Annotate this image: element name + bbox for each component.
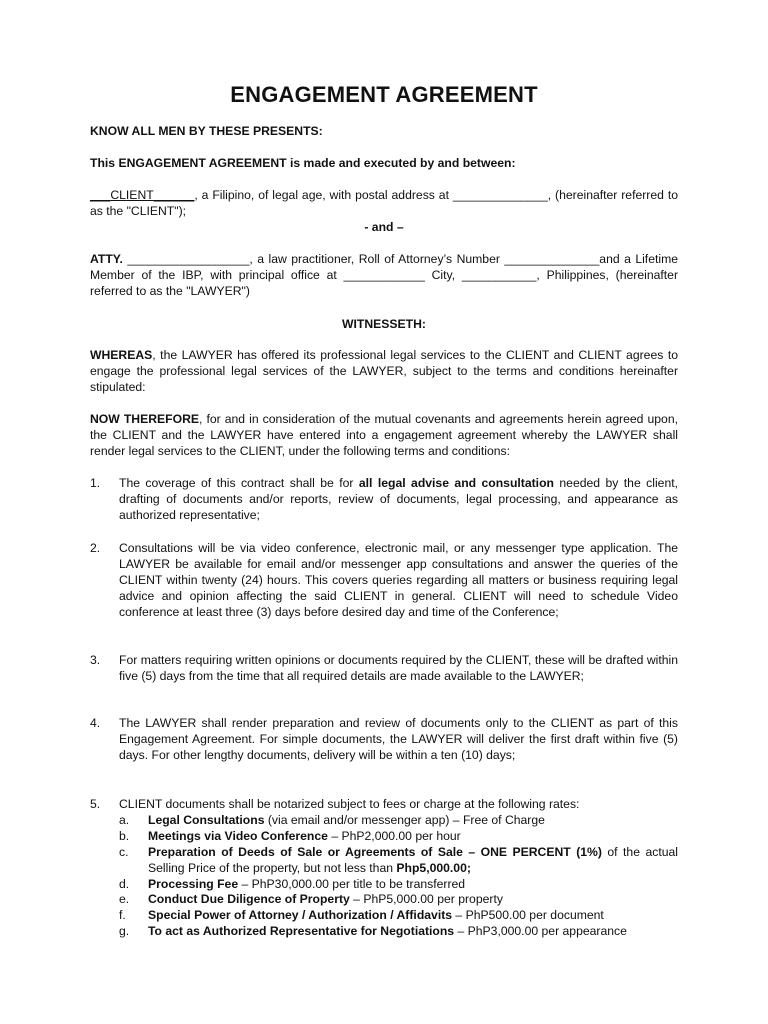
- know-all-heading: KNOW ALL MEN BY THESE PRESENTS:: [90, 124, 323, 138]
- client-blank-pre: ___: [90, 188, 111, 202]
- rate-label: Conduct Due Diligence of Property: [148, 892, 350, 907]
- rates-list: [119, 813, 678, 940]
- rate-label: Meetings via Video Conference: [148, 828, 328, 843]
- item-text-post: needed by the client, drafting of documents and/or reports, review of documents, legal processing, and appearance as authorized representative;: [119, 476, 678, 522]
- rate-item: [119, 829, 678, 845]
- atty-label: ATTY.: [90, 252, 123, 266]
- rate-label: Preparation of Deeds of Sale or Agreements of Sale – ONE PERCENT (1%): [148, 844, 602, 859]
- rate-item: [119, 813, 678, 829]
- whereas-paragraph: [90, 348, 678, 396]
- rate-item: [119, 908, 678, 924]
- item-text-pre: The coverage of this contract shall be for: [119, 476, 359, 490]
- rate-detail: – PhP30,000.00 per title to be transferred: [238, 876, 466, 891]
- rate-item: [119, 924, 678, 940]
- list-item: [90, 716, 678, 764]
- item-text: For matters requiring written opinions or documents required by the CLIENT, these will be drafted within five (5) days from the time that all required details are made available to the LAWYER;: [119, 653, 678, 683]
- document-page: [90, 0, 678, 1024]
- item-text-bold: all legal advise and consultation: [358, 476, 554, 490]
- rate-label: Special Power of Attorney / Authorization / Affidavits: [148, 908, 453, 923]
- list-item: [90, 797, 678, 813]
- rate-detail: – PhP500.00 per document: [452, 908, 604, 923]
- now-therefore-rest: , for and in consideration of the mutual covenants and agreements herein agreed upon, the CLIENT and the LAWYER have entered into a engagement agreement whereby the LAWYER shall render legal services to the CLIENT, under the following terms and conditions:: [90, 412, 678, 458]
- rate-letter: e.: [119, 892, 130, 907]
- and-separator: - and –: [364, 220, 404, 234]
- client-paragraph: [90, 188, 678, 220]
- rate-letter: b.: [119, 828, 130, 843]
- rate-minimum: Php5,000.00;: [396, 860, 471, 875]
- rate-letter: a.: [119, 813, 130, 827]
- document-title: ENGAGEMENT AGREEMENT: [230, 82, 538, 107]
- atty-rest: __________________, a law practitioner, Roll of Attorney’s Number ______________and a Lifetime Member of the IBP, with principal office at ____________ City, ___________, Philippines, (hereinafter referred to as the "LAWYER"): [90, 252, 678, 298]
- rate-label: Legal Consultations: [148, 813, 265, 827]
- rate-letter: f.: [119, 908, 126, 923]
- rate-item: [119, 877, 678, 893]
- client-rest: , a Filipino, of legal age, with postal address at ______________, (hereinafter referred to as the "CLIENT");: [90, 188, 678, 218]
- witnesseth-heading: WITNESSETH:: [342, 317, 426, 331]
- item-number: 4.: [90, 716, 101, 730]
- item-text: The LAWYER shall render preparation and review of documents only to the CLIENT as part of this Engagement Agreement. For simple documents, the LAWYER will deliver the first draft within five (5) days. For other lengthy documents, delivery will be within a ten (10) days;: [119, 716, 678, 762]
- item-number: 5.: [90, 797, 101, 811]
- item-text: [119, 476, 678, 524]
- rate-detail: of the actual Selling Price of the property, but not less than: [148, 844, 678, 875]
- now-therefore-paragraph: [90, 412, 678, 460]
- rate-detail: – PhP3,000.00 per appearance: [454, 924, 627, 939]
- list-item: [90, 476, 678, 524]
- rate-detail: (via email and/or messenger app) – Free of Charge: [264, 813, 545, 827]
- rate-label: To act as Authorized Representative for Negotiations: [148, 924, 455, 939]
- item-number: 2.: [90, 541, 101, 555]
- whereas-label: WHEREAS: [90, 348, 153, 362]
- whereas-rest: , the LAWYER has offered its professional legal services to the CLIENT and CLIENT agrees to engage the professional legal services of the LAWYER, subject to the terms and conditions hereinafter stipulated:: [90, 348, 678, 394]
- list-item: [90, 653, 678, 685]
- client-blank-post: ______: [153, 188, 195, 202]
- rate-item: [119, 845, 678, 877]
- rate-letter: g.: [119, 924, 130, 939]
- now-therefore-label: NOW THEREFORE: [90, 412, 200, 426]
- item-text: CLIENT documents shall be notarized subject to fees or charge at the following rates:: [119, 797, 580, 811]
- rate-letter: d.: [119, 876, 130, 891]
- rate-letter: c.: [119, 844, 129, 859]
- list-item: [90, 541, 678, 621]
- item-text: Consultations will be via video conference, electronic mail, or any messenger type application. The LAWYER be available for email and/or messenger app consultations and answer the queries of the CLIENT within twenty (24) hours. This covers queries regarding all matters or business requiring legal advice and opinion affecting the said CLIENT in general. CLIENT will need to schedule Video conference at least three (3) days before desired day and time of the Conference;: [119, 541, 678, 619]
- intro-line: This ENGAGEMENT AGREEMENT is made and executed by and between:: [90, 156, 516, 170]
- rate-detail: – PhP2,000.00 per hour: [327, 828, 461, 843]
- item-number: 1.: [90, 476, 101, 490]
- atty-paragraph: [90, 252, 678, 300]
- client-label: CLIENT: [110, 188, 154, 202]
- rate-item: [119, 892, 678, 908]
- item-number: 3.: [90, 653, 101, 667]
- rate-label: Processing Fee: [148, 876, 239, 891]
- rate-detail: – PhP5,000.00 per property: [349, 892, 503, 907]
